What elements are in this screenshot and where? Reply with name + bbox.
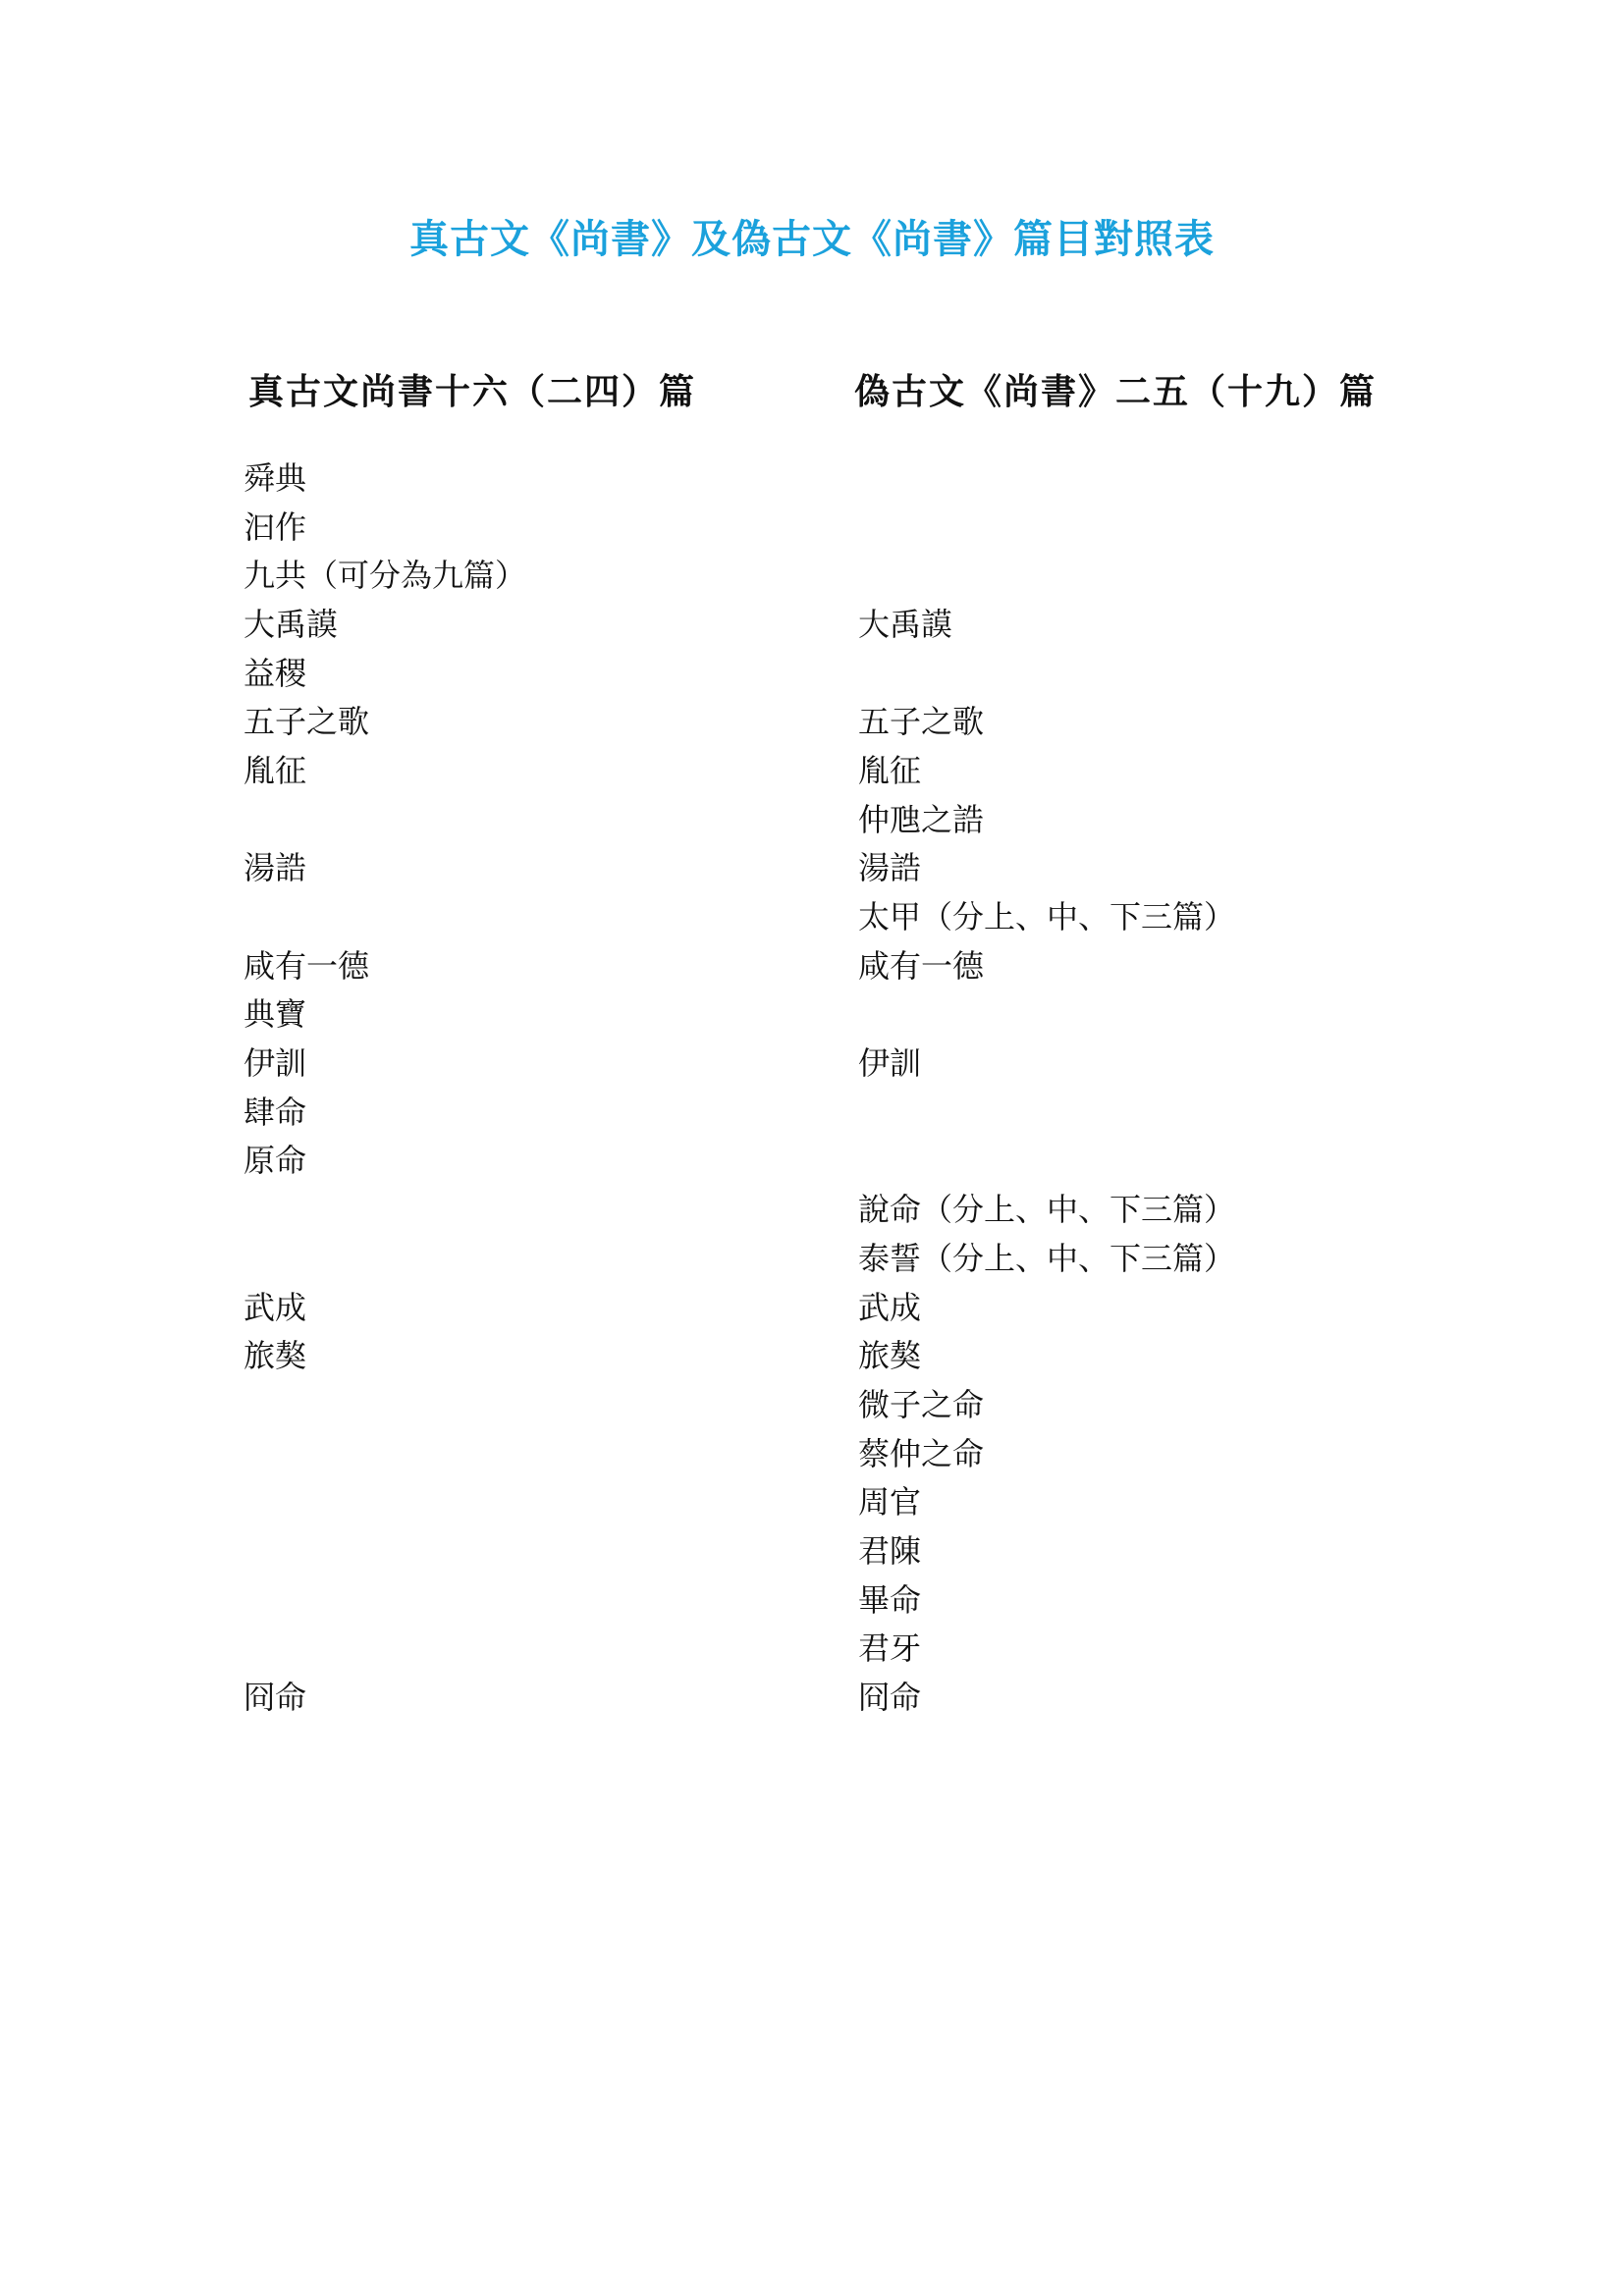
table-row — [244, 1232, 1585, 1281]
forged-chapter: 微子之命 — [858, 1385, 985, 1423]
table-row — [244, 1329, 1585, 1378]
table-row — [244, 939, 1585, 988]
genuine-chapter: 肆命 — [244, 1093, 307, 1131]
table-row — [244, 501, 1585, 550]
genuine-chapter: 伊訓 — [244, 1044, 307, 1083]
forged-chapter: 說命（分上、中、下三篇） — [858, 1191, 1236, 1229]
genuine-chapter: 湯誥 — [244, 849, 307, 887]
forged-chapter: 畢命 — [858, 1580, 922, 1619]
table-row — [244, 695, 1585, 744]
table-row — [244, 793, 1585, 842]
column-headers — [248, 369, 1585, 414]
table-row — [244, 744, 1585, 793]
table-row — [244, 1086, 1585, 1135]
forged-chapter: 太甲（分上、中、下三篇） — [858, 898, 1236, 936]
genuine-chapter: 九共（可分為九篇） — [244, 557, 527, 595]
genuine-chapter: 大禹謨 — [244, 605, 339, 643]
genuine-chapter: 武成 — [244, 1288, 307, 1326]
genuine-chapter: 典寶 — [244, 995, 307, 1034]
table-row — [244, 549, 1585, 598]
genuine-chapter: 原命 — [244, 1142, 307, 1180]
forged-chapter: 武成 — [858, 1288, 922, 1326]
forged-chapter: 旅獒 — [858, 1337, 922, 1375]
table-row — [244, 1183, 1585, 1232]
table-row — [244, 1281, 1585, 1330]
table-row — [244, 890, 1585, 939]
genuine-chapter: 旅獒 — [244, 1337, 307, 1375]
forged-chapter: 君牙 — [858, 1629, 922, 1668]
genuine-chapter: 胤征 — [244, 751, 307, 789]
table-row — [244, 1427, 1585, 1476]
forged-chapter: 湯誥 — [858, 849, 922, 887]
table-row — [244, 598, 1585, 647]
forged-chapter: 蔡仲之命 — [858, 1434, 985, 1472]
table-row — [244, 1135, 1585, 1184]
table-row — [244, 1524, 1585, 1574]
genuine-chapter: 五子之歌 — [244, 703, 370, 741]
table-row — [244, 1475, 1585, 1524]
genuine-chapter: 舜典 — [244, 458, 307, 497]
forged-chapter: 大禹謨 — [858, 605, 953, 643]
table-row — [244, 452, 1585, 501]
table-row — [244, 842, 1585, 891]
genuine-chapter: 咸有一德 — [244, 946, 370, 985]
comparison-table — [244, 452, 1585, 1720]
table-row — [244, 1671, 1585, 1720]
forged-chapter: 咸有一德 — [858, 946, 985, 985]
table-row — [244, 1574, 1585, 1623]
table-row — [244, 988, 1585, 1038]
forged-chapter: 泰誓（分上、中、下三篇） — [858, 1239, 1236, 1277]
forged-chapter: 伊訓 — [858, 1044, 922, 1083]
forged-chapter: 冏命 — [858, 1679, 922, 1717]
forged-chapter: 胤征 — [858, 751, 922, 789]
forged-chapter: 君陳 — [858, 1531, 922, 1570]
forged-chapter: 周官 — [858, 1483, 922, 1522]
genuine-chapter: 冏命 — [244, 1679, 307, 1717]
table-row — [244, 1378, 1585, 1427]
forged-chapter: 仲虺之誥 — [858, 800, 985, 838]
table-row — [244, 1623, 1585, 1672]
genuine-chapter: 益稷 — [244, 654, 307, 692]
forged-chapter: 五子之歌 — [858, 703, 985, 741]
column-header-genuine: 真古文尚書十六（二四）篇 — [248, 371, 697, 412]
column-header-forged: 偽古文《尚書》二五（十九）篇 — [854, 371, 1378, 412]
table-row — [244, 647, 1585, 696]
table-row — [244, 1037, 1585, 1086]
genuine-chapter: 汩作 — [244, 507, 307, 546]
page-title: 真古文《尚書》及偽古文《尚書》篇目對照表 — [409, 217, 1215, 262]
